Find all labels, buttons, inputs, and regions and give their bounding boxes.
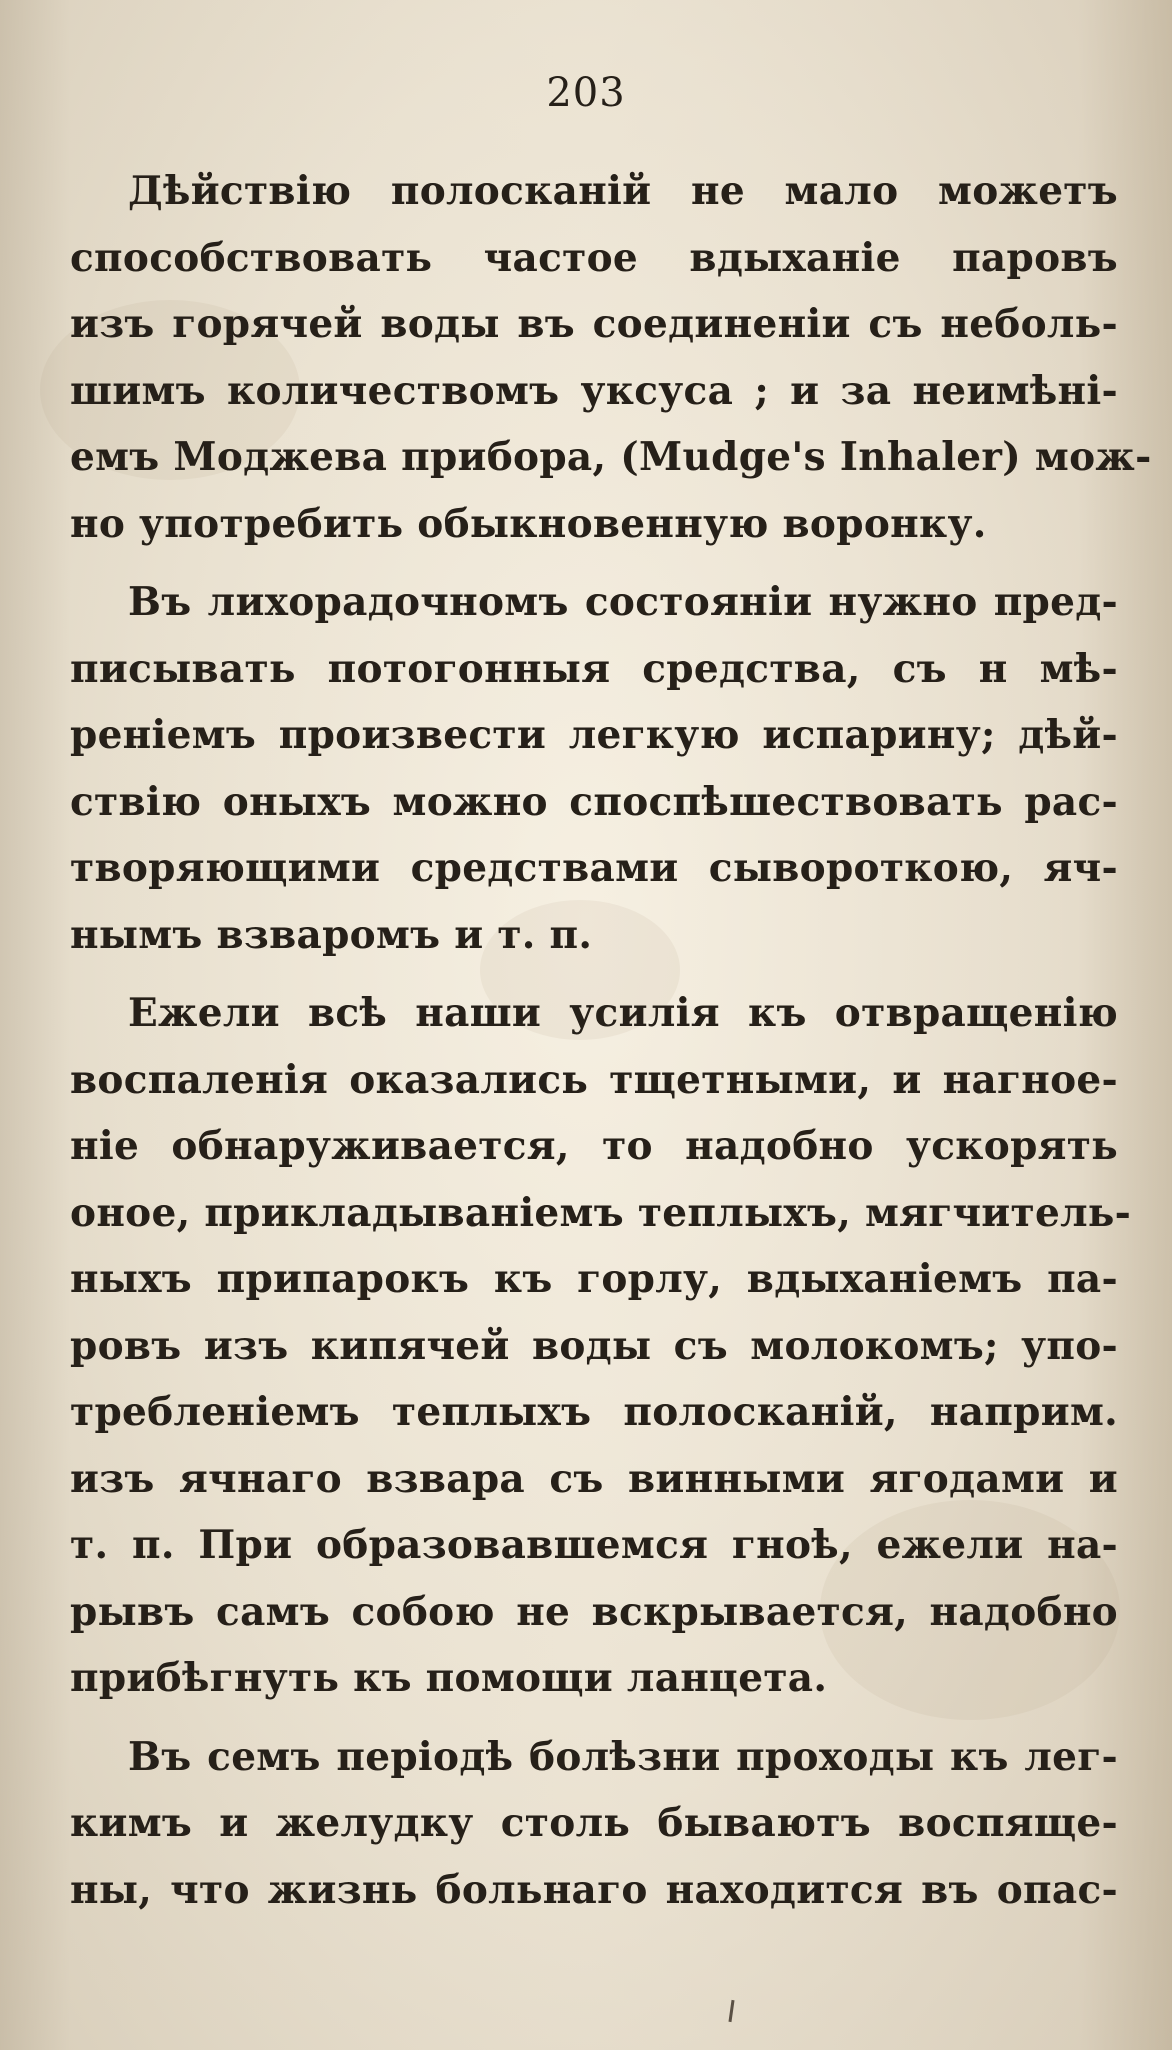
text-line: Ежели всѣ наши усилія къ отвращенію xyxy=(128,990,1118,1036)
text-line: оное, прикладываніемъ теплыхъ, мягчитель- xyxy=(70,1189,1132,1236)
text-line: ны, что жизнь больнаго находится въ опас- xyxy=(70,1866,1118,1913)
text-line: изъ горячей воды въ соединеніи съ неболь- xyxy=(70,301,1118,347)
text-line: Дѣйствію полосканій не мало можетъ xyxy=(128,168,1118,214)
text-line: писывать потогонныя средства, съ н мѣ- xyxy=(70,645,1118,692)
text-line: способствовать частое вдыханіе паровъ xyxy=(70,234,1118,281)
paragraph xyxy=(70,569,1118,968)
ink-mark xyxy=(728,2000,734,2022)
text-line: рывъ самъ собою не вскрывается, надобно xyxy=(70,1588,1118,1635)
text-line: емъ Моджева прибора, (Mudge's Inhaler) мож- xyxy=(70,434,1152,480)
text-line: реніемъ произвести легкую испарину; дѣй- xyxy=(70,712,1118,758)
paragraph xyxy=(70,980,1132,1712)
text-line: ніе обнаруживается, то надобно ускорять xyxy=(70,1123,1118,1169)
paragraph xyxy=(70,1724,1118,1924)
body-text xyxy=(70,158,1152,1935)
text-line: творяющими средствами сывороткою, яч- xyxy=(70,845,1118,891)
text-line: Въ семъ періодѣ болѣзни проходы къ лег- xyxy=(128,1733,1118,1780)
paragraph xyxy=(70,158,1152,557)
text-line: Въ лихорадочномъ состояніи нужно пред- xyxy=(128,579,1118,625)
text-line: кимъ и желудку столь бываютъ воспяще- xyxy=(70,1800,1118,1846)
text-line: ровъ изъ кипячей воды съ молокомъ; упо- xyxy=(70,1322,1118,1369)
text-line: т. п. При образовавшемся гноѣ, ежели на- xyxy=(70,1522,1118,1568)
page-number: 203 xyxy=(546,70,626,116)
text-line: прибѣгнуть къ помощи ланцета. xyxy=(70,1655,828,1701)
text-line: воспаленія оказались тщетными, и нагное- xyxy=(70,1056,1118,1103)
text-line: требленіемъ теплыхъ полосканій, наприм. xyxy=(70,1389,1118,1435)
text-line: шимъ количествомъ уксуса ; и за неимѣні- xyxy=(70,367,1118,414)
text-line: но употребить обыкновенную воронку. xyxy=(70,500,987,547)
text-line: ствію оныхъ можно споспѣшествовать рас- xyxy=(70,778,1118,825)
text-line: изъ ячнаго взвара съ винными ягодами и xyxy=(70,1455,1118,1502)
text-line: нымъ взваромъ и т. п. xyxy=(70,911,593,958)
text-line: ныхъ припарокъ къ горлу, вдыханіемъ па- xyxy=(70,1256,1118,1302)
